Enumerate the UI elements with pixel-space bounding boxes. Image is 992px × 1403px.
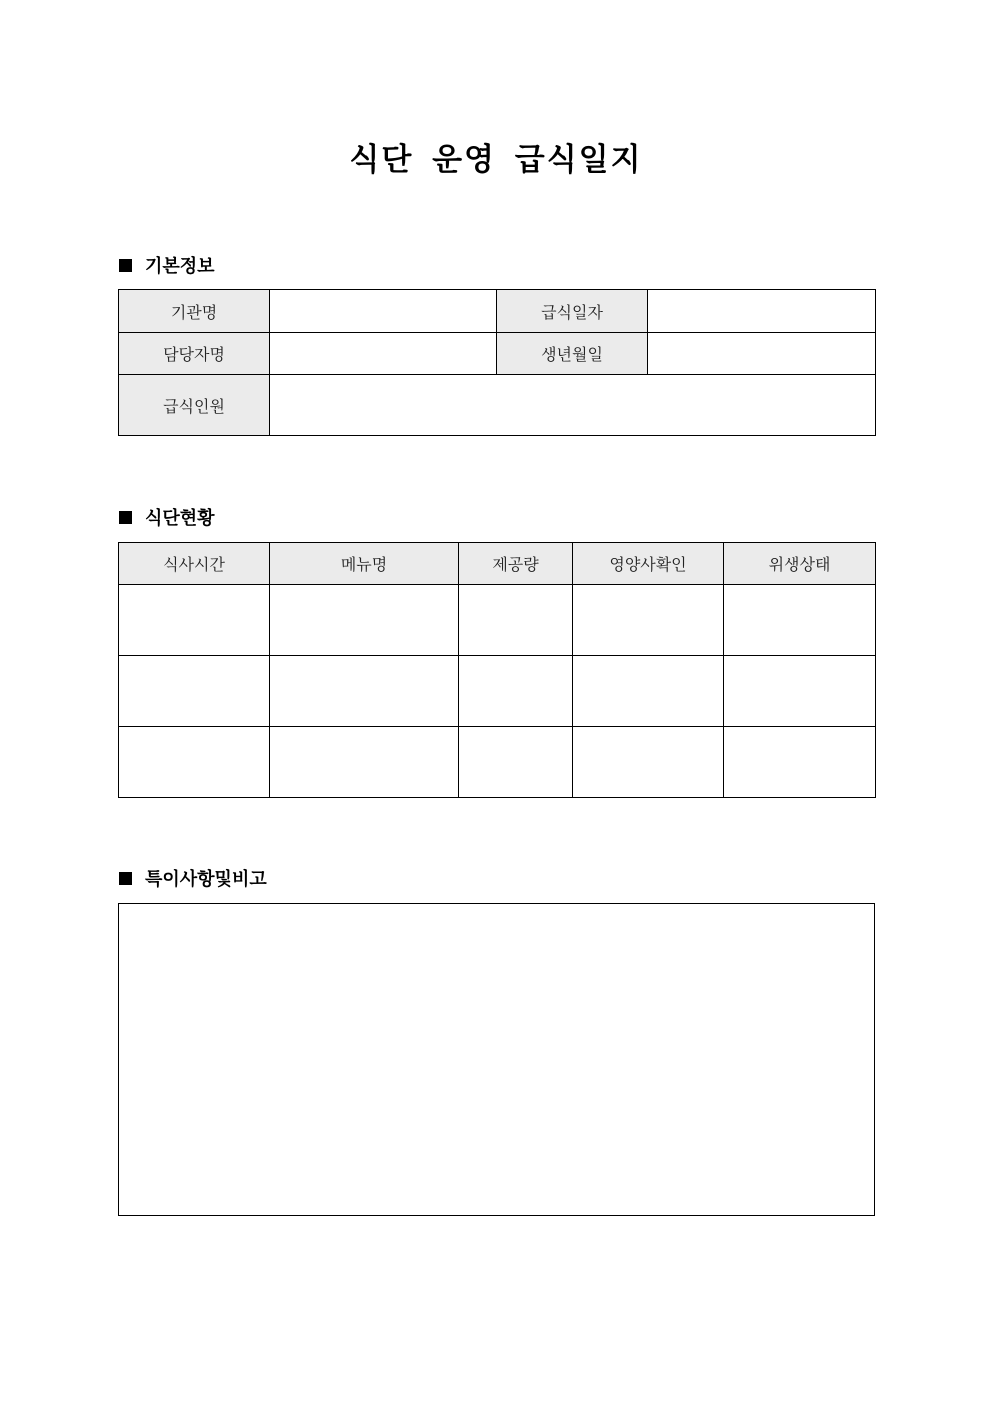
hygiene-status-cell[interactable]: [724, 727, 876, 798]
notes-heading: [119, 866, 267, 890]
column-header-hygiene-status: 위생상태: [724, 543, 876, 585]
basic-info-table: [118, 289, 876, 436]
basic-info-row: [119, 375, 876, 436]
dietitian-check-cell[interactable]: [573, 585, 724, 656]
menu-name-cell[interactable]: [270, 585, 459, 656]
square-bullet-icon: [119, 259, 132, 272]
manager-label: 담당자명: [119, 333, 270, 375]
basic-info-heading: [119, 253, 215, 277]
birth-date-label: 생년월일: [497, 333, 648, 375]
square-bullet-icon: [119, 872, 132, 885]
column-header-serving-amount: 제공량: [459, 543, 573, 585]
column-header-meal-time: 식사시간: [119, 543, 270, 585]
serving-amount-cell[interactable]: [459, 656, 573, 727]
table-row: [119, 585, 876, 656]
meal-date-field[interactable]: [648, 290, 876, 333]
basic-info-heading-label: 기본정보: [145, 256, 215, 277]
menu-name-cell[interactable]: [270, 727, 459, 798]
column-header-menu-name: 메뉴명: [270, 543, 459, 585]
meal-count-label: 급식인원: [119, 375, 270, 436]
document-title: 식단 운영 급식일지: [349, 142, 643, 178]
menu-status-heading: [119, 505, 215, 529]
menu-status-heading-label: 식단현황: [145, 508, 215, 529]
meal-date-label: 급식일자: [497, 290, 648, 333]
manager-field[interactable]: [270, 333, 497, 375]
serving-amount-cell[interactable]: [459, 585, 573, 656]
table-row: [119, 727, 876, 798]
dietitian-check-cell[interactable]: [573, 727, 724, 798]
hygiene-status-cell[interactable]: [724, 656, 876, 727]
meal-time-cell[interactable]: [119, 585, 270, 656]
basic-info-row: [119, 290, 876, 333]
notes-heading-label: 특이사항및비고: [145, 869, 267, 890]
menu-status-header-row: [119, 543, 876, 585]
dietitian-check-cell[interactable]: [573, 656, 724, 727]
notes-field[interactable]: [118, 903, 875, 1216]
institution-label: 기관명: [119, 290, 270, 333]
institution-field[interactable]: [270, 290, 497, 333]
column-header-dietitian-check: 영양사확인: [573, 543, 724, 585]
birth-date-field[interactable]: [648, 333, 876, 375]
meal-count-field[interactable]: [270, 375, 876, 436]
menu-name-cell[interactable]: [270, 656, 459, 727]
table-row: [119, 656, 876, 727]
basic-info-row: [119, 333, 876, 375]
square-bullet-icon: [119, 511, 132, 524]
serving-amount-cell[interactable]: [459, 727, 573, 798]
hygiene-status-cell[interactable]: [724, 585, 876, 656]
menu-status-table: [118, 542, 876, 798]
meal-time-cell[interactable]: [119, 727, 270, 798]
meal-time-cell[interactable]: [119, 656, 270, 727]
